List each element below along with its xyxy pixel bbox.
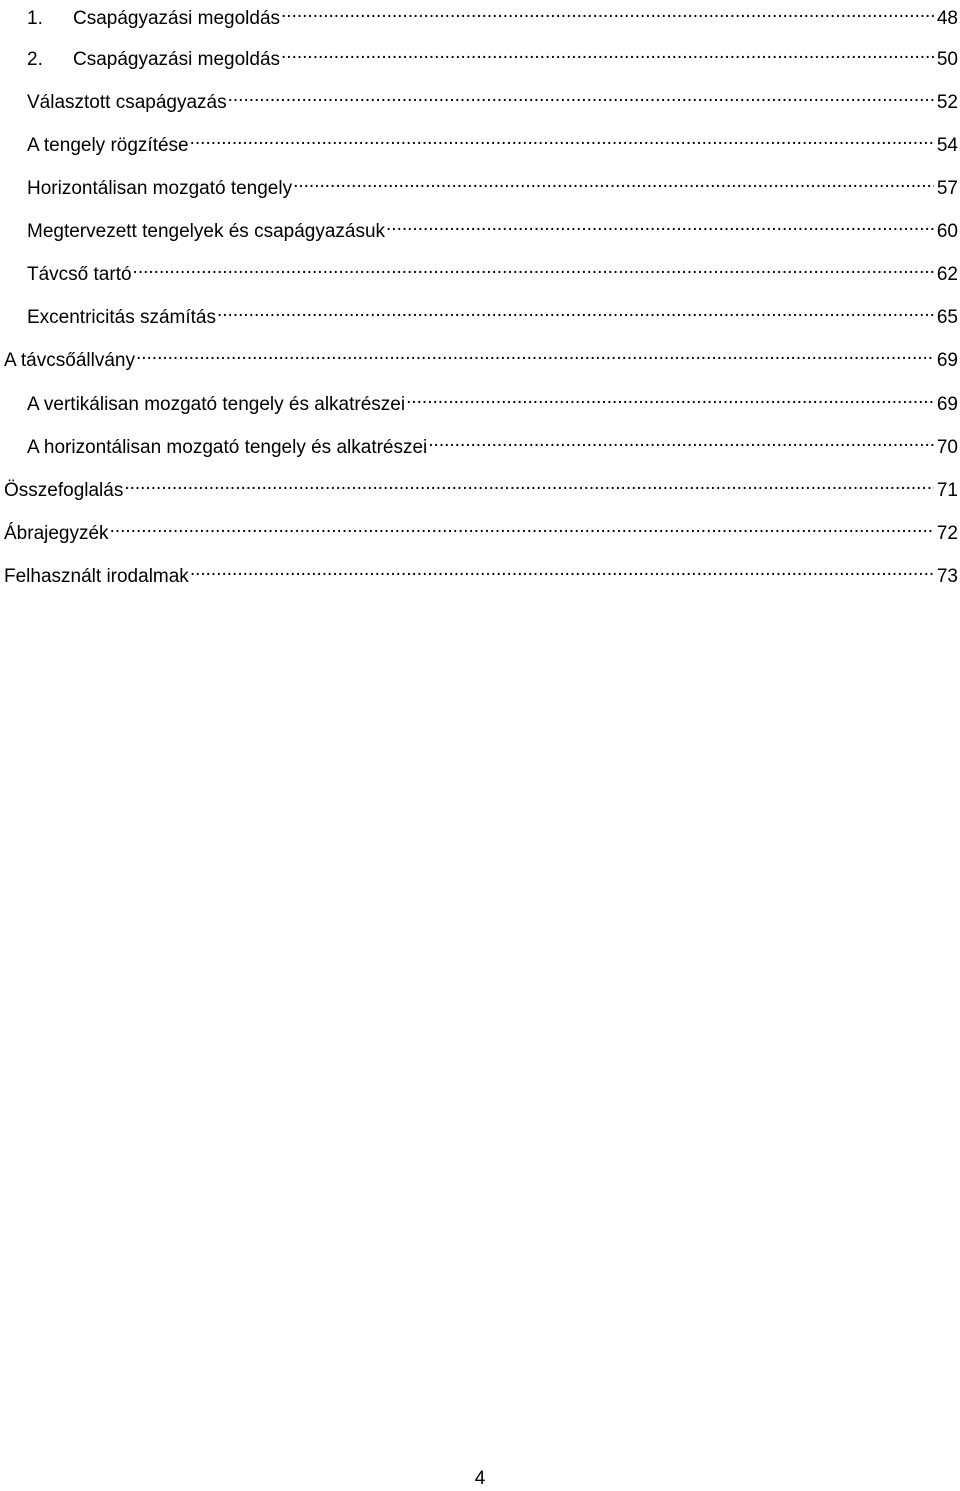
toc-entry-title: A vertikálisan mozgató tengely és alkatrészei (27, 394, 406, 415)
toc-entry-title: Ábrajegyzék (4, 523, 109, 544)
toc-entry[interactable] (27, 170, 958, 199)
toc-entry-number: 1. (27, 8, 43, 29)
toc-dot-leader (281, 0, 934, 24)
toc-entry-page: 54 (936, 135, 958, 156)
toc-entry-page: 72 (936, 523, 958, 544)
toc-entry[interactable] (27, 127, 958, 156)
toc-entry-page: 71 (936, 480, 958, 501)
toc-entry-title: Csapágyazási megoldás (73, 49, 281, 70)
toc-entry-title: Felhasznált irodalmak (4, 566, 189, 587)
toc-entry[interactable] (27, 429, 958, 458)
toc-entry[interactable] (4, 558, 958, 587)
toc-entry[interactable] (4, 472, 958, 501)
toc-entry-title: A horizontálisan mozgató tengely és alkatrészei (27, 437, 428, 458)
toc-entry[interactable] (4, 515, 958, 544)
toc-entry-title: A tengely rögzítése (27, 135, 189, 156)
toc-entry-title: Megtervezett tengelyek és csapágyazásuk (27, 221, 386, 242)
toc-dot-leader (406, 386, 934, 410)
toc-entry-page: 73 (936, 566, 958, 587)
toc-entry-page: 50 (936, 49, 958, 70)
toc-dot-leader (293, 170, 934, 194)
toc-dot-leader (281, 41, 934, 65)
toc-entry-title: Horizontálisan mozgató tengely (27, 178, 293, 199)
toc-entry-page: 57 (936, 178, 958, 199)
page-number: 4 (474, 1468, 486, 1489)
toc-dot-leader (428, 429, 934, 453)
toc-entry-page: 48 (936, 8, 958, 29)
toc-entry[interactable] (27, 256, 958, 285)
toc-dot-leader (217, 299, 934, 323)
toc-dot-leader (190, 127, 934, 151)
toc-entry-page: 69 (936, 350, 958, 371)
toc-dot-leader (386, 213, 934, 237)
toc-entry-page: 70 (936, 437, 958, 458)
toc-entry[interactable] (4, 342, 958, 371)
toc-entry[interactable] (27, 84, 958, 113)
toc-dot-leader (228, 84, 934, 108)
toc-entry-number: 2. (27, 49, 43, 70)
toc-entry-page: 69 (936, 394, 958, 415)
toc-entry-page: 65 (936, 307, 958, 328)
toc-dot-leader (136, 342, 934, 366)
toc-entry-title: Választott csapágyazás (27, 92, 227, 113)
toc-dot-leader (133, 256, 934, 280)
toc-entry-page: 62 (936, 264, 958, 285)
toc-entry-title: Csapágyazási megoldás (73, 8, 281, 29)
toc-entry-title: Távcső tartó (27, 264, 132, 285)
toc-dot-leader (190, 558, 934, 582)
toc-entry-title: Összefoglalás (4, 480, 124, 501)
toc-dot-leader (110, 515, 934, 539)
toc-entry-page: 52 (936, 92, 958, 113)
toc-entry-title: A távcsőállvány (4, 350, 135, 371)
toc-entry-title: Excentricitás számítás (27, 307, 216, 328)
toc-entry[interactable] (27, 0, 958, 29)
toc-entry[interactable] (27, 386, 958, 415)
toc-entry-page: 60 (936, 221, 958, 242)
toc-entry[interactable] (27, 41, 958, 70)
toc-dot-leader (124, 472, 934, 496)
toc-entry[interactable] (27, 299, 958, 328)
toc-entry[interactable] (27, 213, 958, 242)
